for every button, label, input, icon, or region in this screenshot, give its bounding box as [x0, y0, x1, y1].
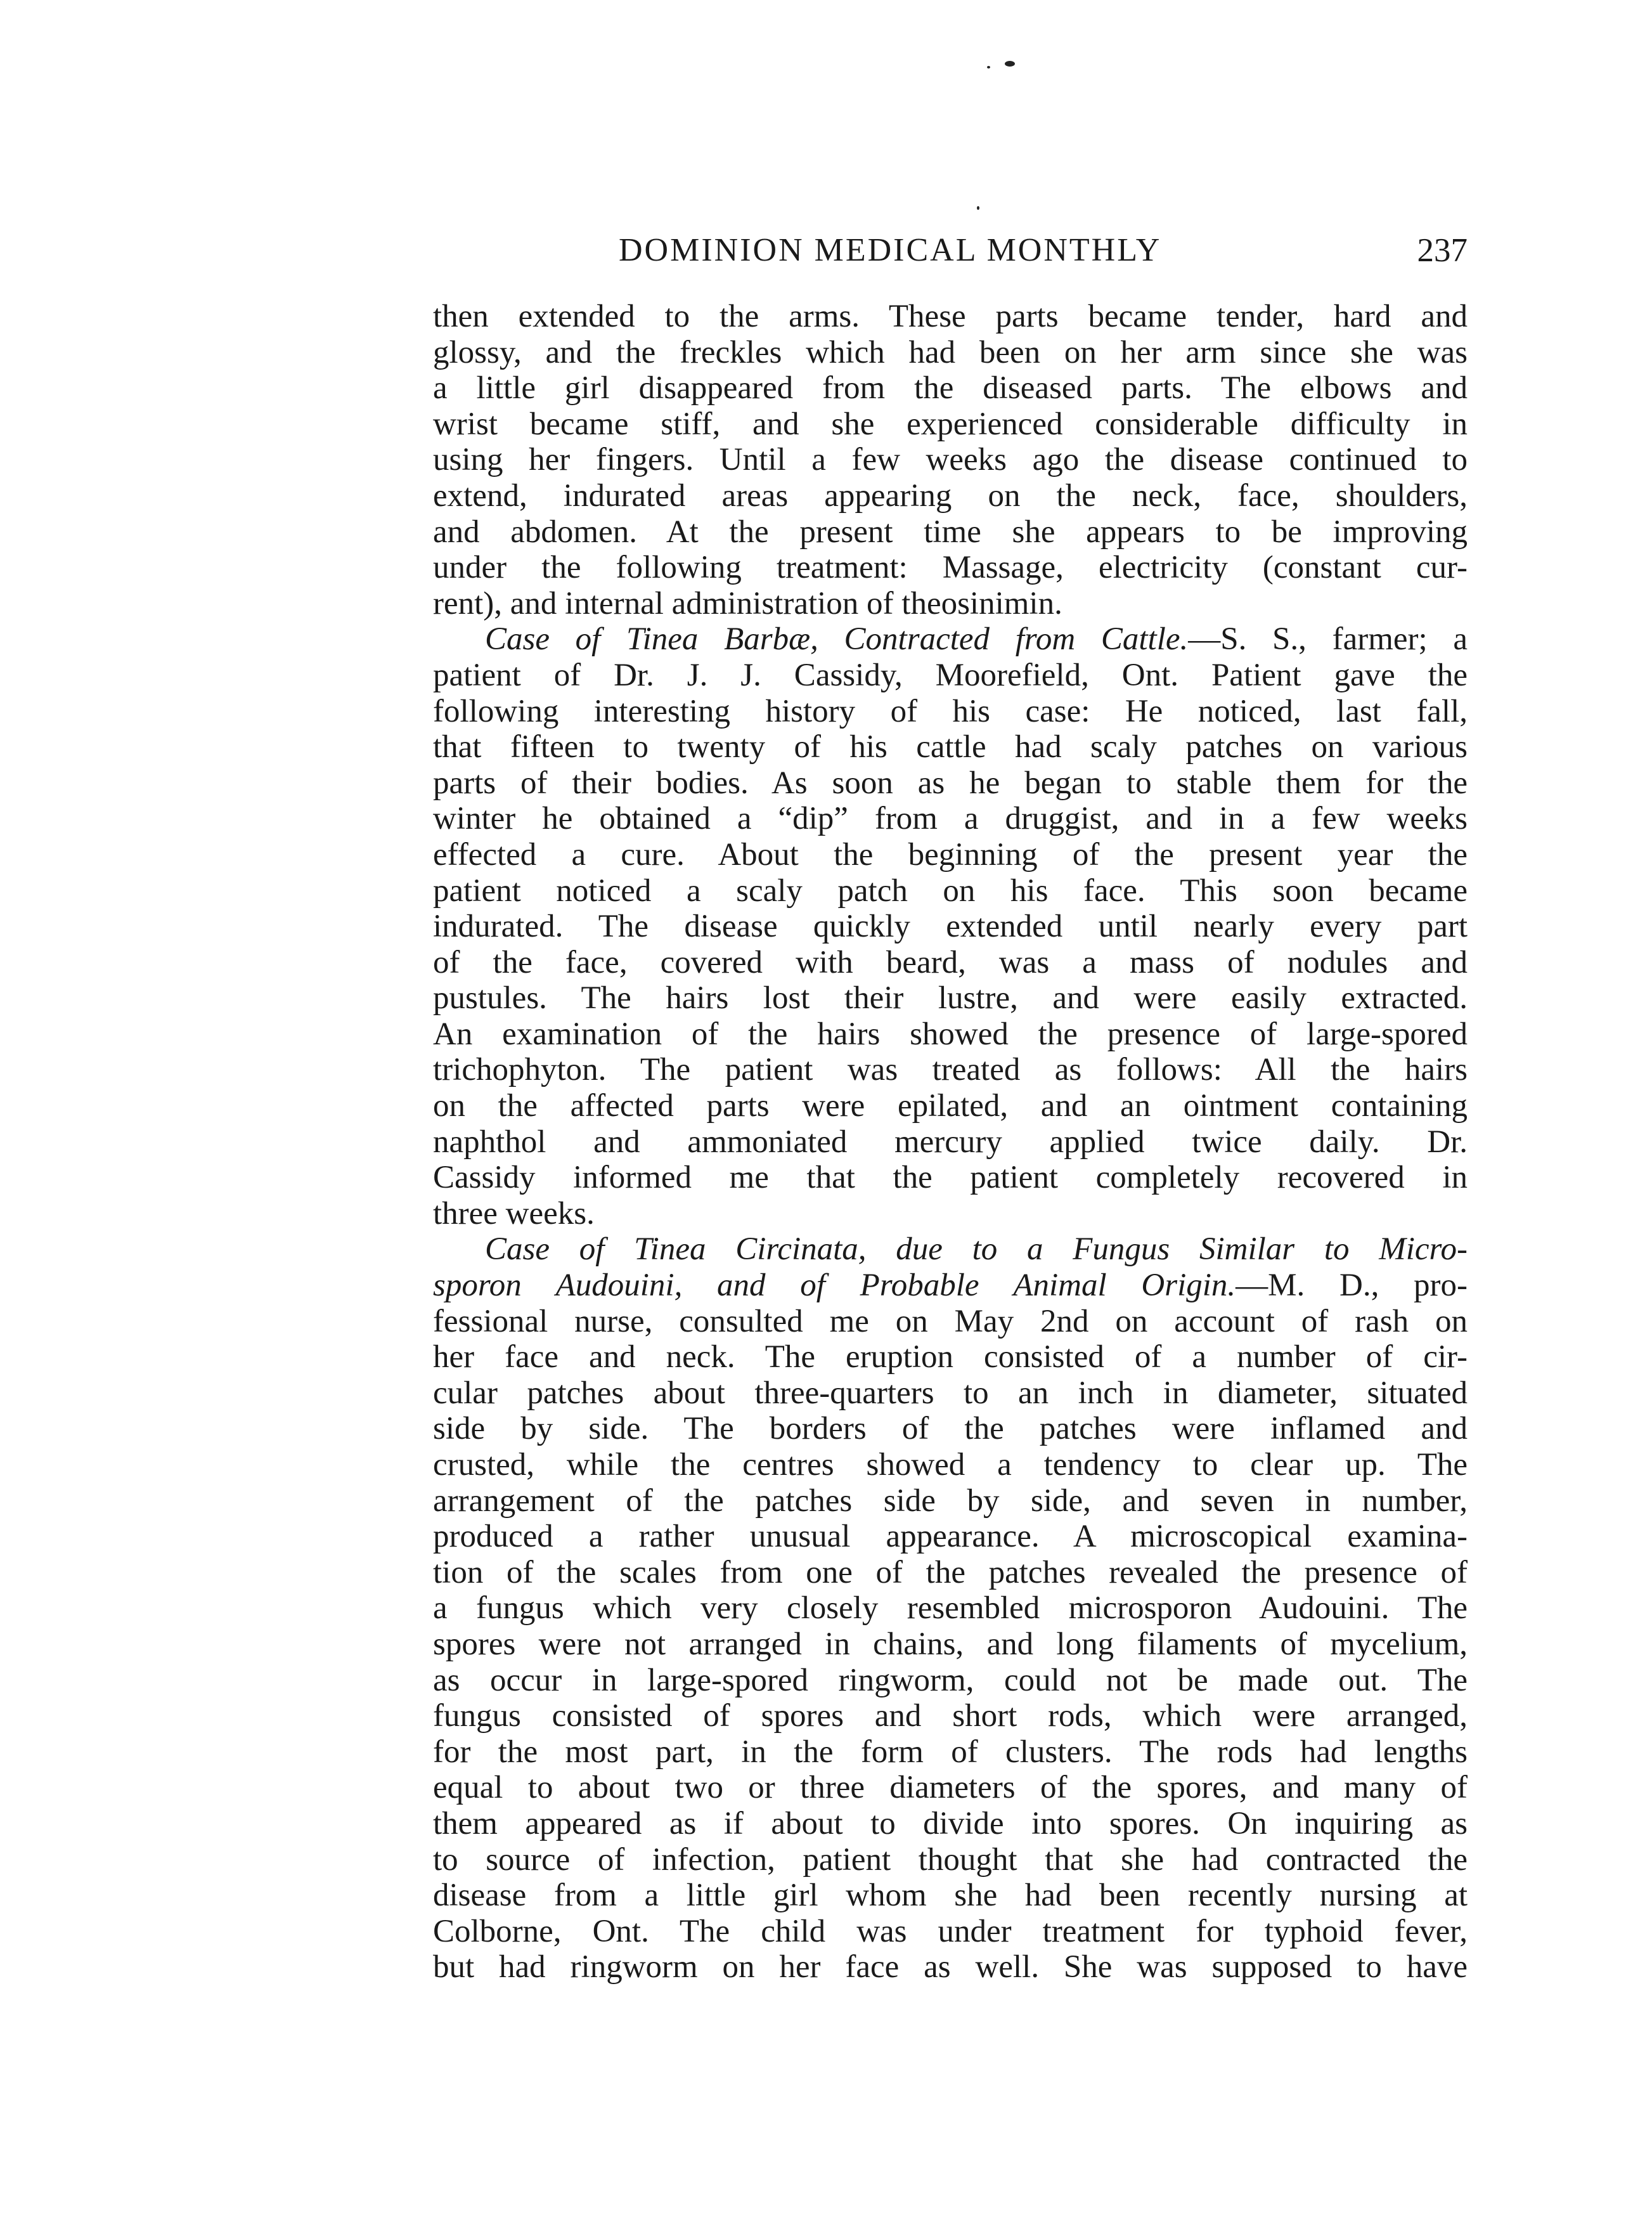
text-line: and abdomen. At the present time she appears to be improving [433, 514, 1468, 550]
case-title-tinea-circinata-cont: sporon Audouini, and of Probable Animal Origin. [433, 1268, 1236, 1304]
text-line: for the most part, in the form of clusters. The rods had lengths [433, 1734, 1468, 1770]
article-body [433, 299, 1468, 1985]
case-heading-line: Case of Tinea Barbæ, Contracted from Cattle.—S. S., farmer; a [485, 621, 1468, 658]
print-speck [987, 66, 990, 68]
text-line: extend, indurated areas appearing on the neck, face, shoulders, [433, 477, 1468, 514]
running-head [433, 228, 1468, 273]
print-speck [1005, 61, 1015, 67]
page-number: 237 [1417, 232, 1468, 269]
running-title: DOMINION MEDICAL MONTHLY [619, 232, 1162, 268]
text-line: trichophyton. The patient was treated as follows: All the hairs [433, 1052, 1468, 1088]
text-line: but had ringworm on her face as well. She was supposed to have [433, 1949, 1468, 1985]
case-heading-line [433, 1231, 1468, 1268]
text-line: tion of the scales from one of the patches revealed the presence of [433, 1554, 1468, 1590]
text-line: that fifteen to twenty of his cattle had scaly patches on various [433, 729, 1468, 765]
text-line: fungus consisted of spores and short rods, which were arranged, [433, 1698, 1468, 1734]
case-title-tinea-circinata: Case of Tinea Circinata, due to a Fungus Similar to Micro- [485, 1231, 1468, 1268]
text-line: equal to about two or three diameters of the spores, and many of [433, 1770, 1468, 1806]
text-line: An examination of the hairs showed the presence of large-spored [433, 1016, 1468, 1052]
text-line: on the affected parts were epilated, and an ointment containing [433, 1088, 1468, 1124]
text-line: under the following treatment: Massage, electricity (constant cur- [433, 550, 1468, 586]
text-line: pustules. The hairs lost their lustre, and were easily extracted. [433, 980, 1468, 1016]
case-title-tinea-barbae: Case of Tinea Barbæ, Contracted from Cattle. [485, 621, 1189, 658]
text-line: spores were not arranged in chains, and long filaments of mycelium, [433, 1626, 1468, 1662]
text-line: glossy, and the freckles which had been on her arm since she was [433, 334, 1468, 370]
text-line: three weeks. [433, 1195, 595, 1231]
text-line: side by side. The borders of the patches were inflamed and [433, 1411, 1468, 1447]
text-line: fessional nurse, consulted me on May 2nd on account of rash on [433, 1303, 1468, 1339]
text-line: parts of their bodies. As soon as he began to stable them for the [433, 765, 1468, 801]
case-heading-line: sporon Audouini, and of Probable Animal Origin.—M. D., pro- [433, 1268, 1468, 1304]
print-speck [977, 206, 979, 210]
text-line: a fungus which very closely resembled microsporon Audouini. The [433, 1590, 1468, 1626]
text-line: crusted, while the centres showed a tendency to clear up. The [433, 1447, 1468, 1483]
text-line: following interesting history of his case: He noticed, last fall, [433, 693, 1468, 729]
text-line: patient of Dr. J. J. Cassidy, Moorefield, Ont. Patient gave the [433, 657, 1468, 693]
text-line: rent), and internal administration of theosinimin. [433, 585, 1062, 621]
text-line: patient noticed a scaly patch on his face. This soon became [433, 873, 1468, 909]
text-line: wrist became stiff, and she experienced considerable difficulty in [433, 406, 1468, 442]
text-line: to source of infection, patient thought that she had contracted the [433, 1841, 1468, 1878]
text-line: of the face, covered with beard, was a mass of nodules and [433, 944, 1468, 980]
text-line: produced a rather unusual appearance. A microscopical examina- [433, 1519, 1468, 1555]
text-line: Colborne, Ont. The child was under treatment for typhoid fever, [433, 1913, 1468, 1949]
text-line: arrangement of the patches side by side, and seven in number, [433, 1483, 1468, 1519]
text-line: indurated. The disease quickly extended until nearly every part [433, 909, 1468, 945]
text-line: disease from a little girl whom she had been recently nursing at [433, 1878, 1468, 1914]
text-line: using her fingers. Until a few weeks ago the disease continued to [433, 442, 1468, 478]
text-line: naphthol and ammoniated mercury applied twice daily. Dr. [433, 1124, 1468, 1160]
text-line: effected a cure. About the beginning of the present year the [433, 836, 1468, 873]
text-line: then extended to the arms. These parts became tender, hard and [433, 299, 1468, 334]
text-line: her face and neck. The eruption consisted of a number of cir- [433, 1339, 1468, 1375]
text-line: a little girl disappeared from the diseased parts. The elbows and [433, 370, 1468, 406]
text-line: them appeared as if about to divide into spores. On inquiring as [433, 1805, 1468, 1841]
text-line: Cassidy informed me that the patient completely recovered in [433, 1160, 1468, 1196]
text-line: winter he obtained a “dip” from a druggist, and in a few weeks [433, 801, 1468, 837]
text-line: cular patches about three-quarters to an inch in diameter, situated [433, 1375, 1468, 1411]
text-line: as occur in large-spored ringworm, could not be made out. The [433, 1662, 1468, 1698]
